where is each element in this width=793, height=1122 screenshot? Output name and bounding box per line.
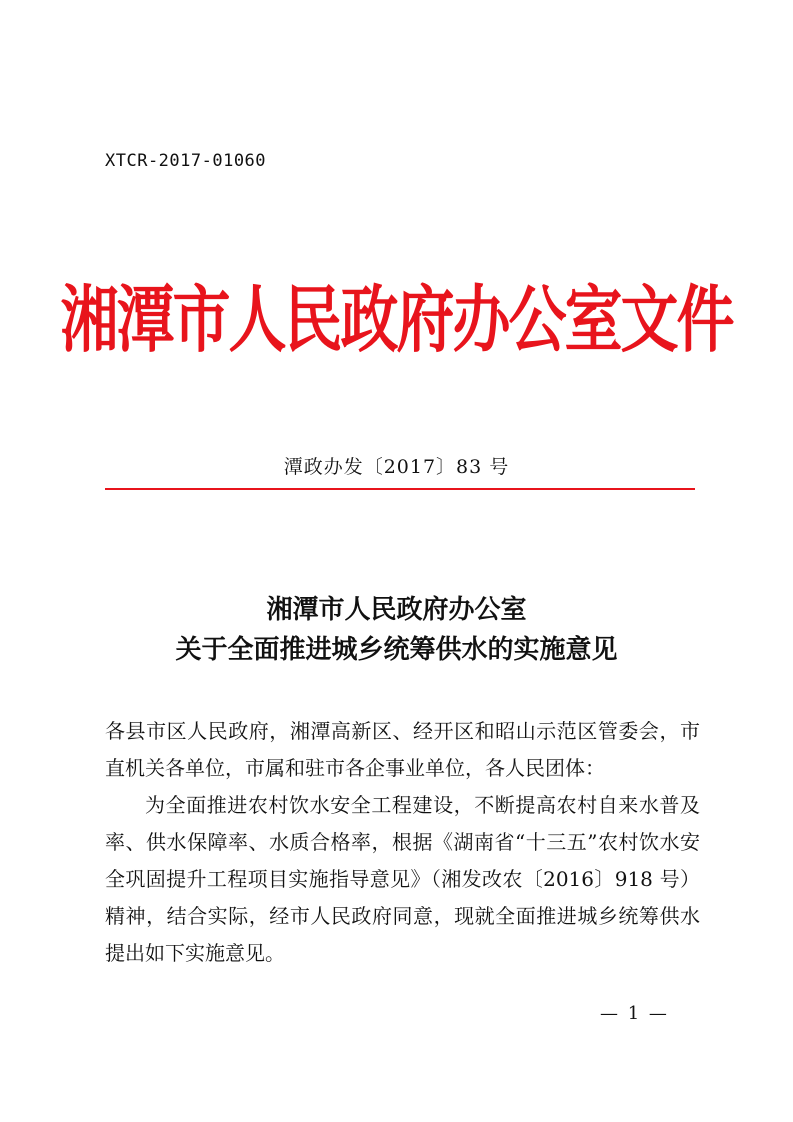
document-number: 潭政办发〔2017〕83 号 bbox=[283, 456, 510, 478]
document-body bbox=[105, 713, 700, 972]
title-line-1: 湘潭市人民政府办公室 bbox=[266, 595, 527, 625]
red-divider-line bbox=[105, 488, 695, 490]
document-title bbox=[0, 590, 793, 670]
document-code: XTCR-2017-01060 bbox=[105, 151, 267, 171]
title-line-2: 关于全面推进城乡统筹供水的实施意见 bbox=[175, 635, 618, 665]
masthead-title: 湘潭市人民政府办公室文件 bbox=[60, 277, 733, 363]
page-number: — 1 — bbox=[600, 1003, 669, 1024]
body-paragraph: 为全面推进农村饮水安全工程建设，不断提高农村自来水普及率、供水保障率、水质合格率，根据《湖南省“十三五”农村饮水安全巩固提升工程项目实施指导意见》（湘发改农〔2016〕918 号）精神，结合实际，经市人民政府同意，现就全面推进城乡统筹供水提出如下实施意见。 bbox=[105, 793, 700, 965]
recipients-paragraph: 各县市区人民政府，湘潭高新区、经开区和昭山示范区管委会，市直机关各单位，市属和驻市各企事业单位，各人民团体： bbox=[105, 719, 700, 780]
